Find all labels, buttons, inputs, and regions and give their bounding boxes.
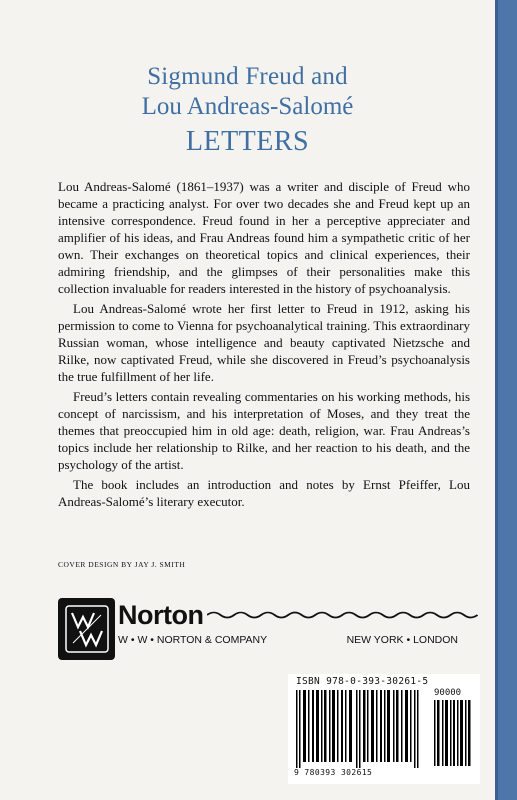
addon-bars: [434, 700, 472, 766]
cover-design-credit: COVER DESIGN BY JAY J. SMITH: [58, 560, 186, 569]
blurb: [58, 178, 470, 513]
barcode-panel: [288, 674, 480, 784]
imprint-w1: W: [118, 634, 128, 646]
ww-monogram-icon: [58, 598, 115, 660]
publisher-block: [118, 600, 478, 646]
imprint-w2: W: [137, 634, 148, 646]
imprint-city: NEW YORK • LONDON: [346, 634, 458, 646]
blurb-paragraph-2: Lou Andreas-Salomé wrote her first letter to Freud in 1912, asking his permission to come to Vienna for psychoanalytical training. This extraordinary Russian woman, whose intelligence and beauty captivated Nietzsche and Rilke, now captivated Freud, while she discovered in Freud’s psychoanalysis the true fulfillment of her life.: [58, 301, 470, 384]
title-letters: LETTERS: [185, 126, 310, 157]
price-code: 90000: [434, 688, 462, 698]
title-block: [0, 62, 495, 160]
barcode-number: 9 780393 302615: [294, 768, 373, 777]
imprint-company: NORTON & COMPANY: [156, 634, 268, 646]
publisher-imprint-line: [118, 634, 458, 646]
title-line-1: Sigmund Freud and: [147, 63, 348, 90]
title-line-2: Lou Andreas-Salomé: [141, 93, 354, 120]
blurb-paragraph-4: The book includes an introduction and notes by Ernst Pfeiffer, Lou Andreas-Salomé’s literary executor.: [58, 477, 470, 509]
flourish-line: [207, 609, 478, 621]
blurb-paragraph-3: Freud’s letters contain revealing commentaries on his working methods, his concept of narcissism, and his interpretation of Moses, and they treat the themes that preoccupied him in old age: death, religion, war. Frau Andreas’s topics include her relationship to Rilke, and her reaction to his death, and the psychology of the artist.: [58, 389, 470, 472]
dot-separator: •: [150, 634, 157, 646]
blurb-paragraph-1: Lou Andreas-Salomé (1861–1937) was a writer and disciple of Freud who became a practicing analyst. For over two decades she and Freud kept up an intensive correspondence. Freud found in her a perceptive appreciater and amplifier of his ideas, and Frau Andreas found him a sympathetic critic of her own. Their exchanges on theoretical topics and clinical experiences, their admiring friendship, and the glimpses of their personalities make this collection invaluable for readers interested in the history of psychoanalysis.: [58, 179, 470, 296]
publisher-name: Norton: [118, 599, 204, 630]
barcode-bars: [296, 690, 426, 768]
dot-separator: •: [130, 634, 138, 646]
isbn-text: ISBN 978-0-393-30261-5: [296, 676, 429, 687]
spine-stripe: [495, 0, 517, 800]
